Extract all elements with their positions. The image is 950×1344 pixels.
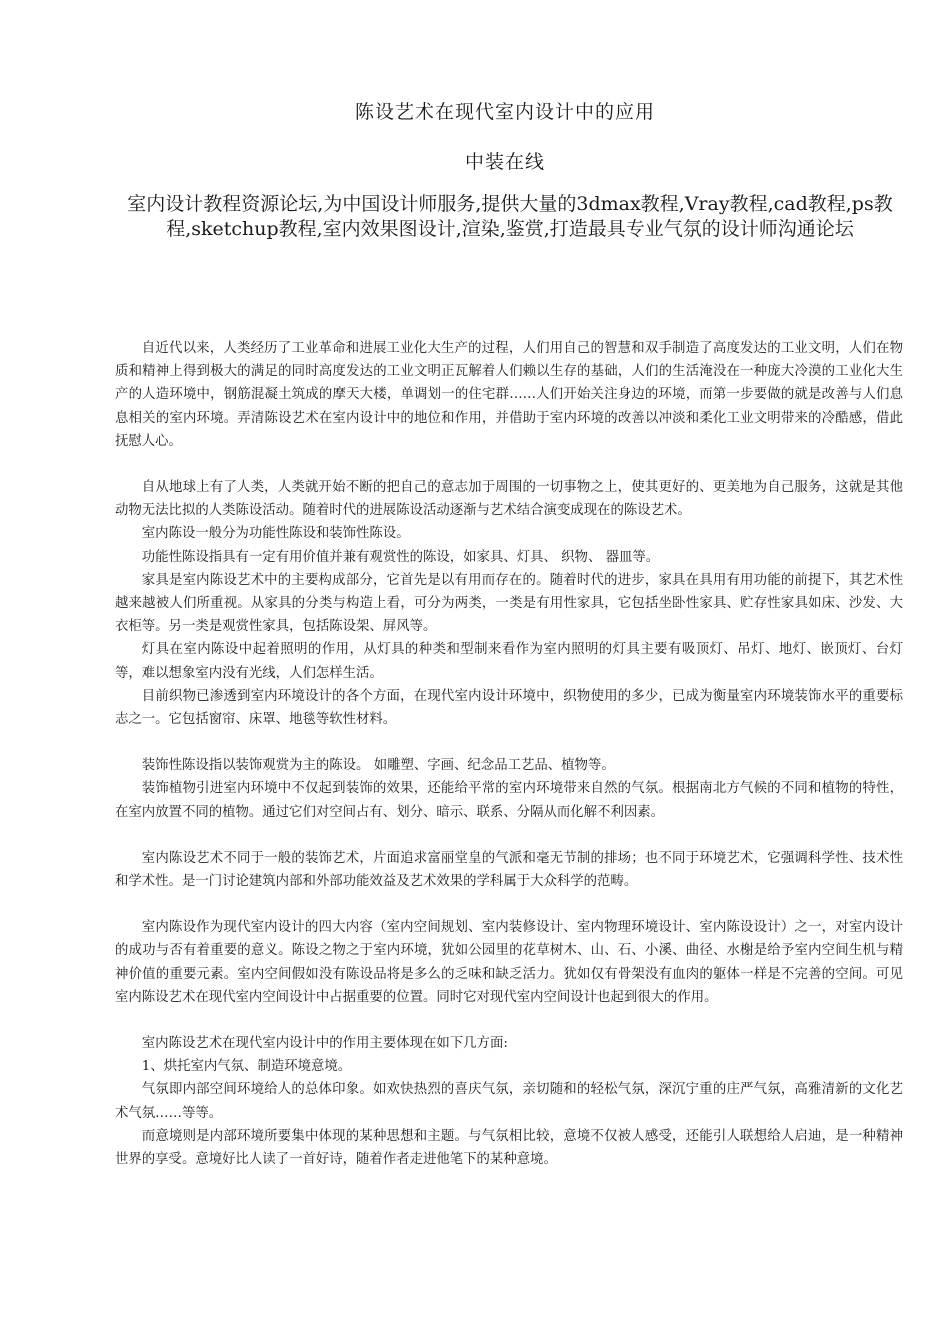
document-subtitle: 中装在线 bbox=[464, 151, 545, 173]
document-title: 陈设艺术在现代室内设计中的应用 bbox=[354, 101, 655, 123]
header-description: 室内设计教程资源论坛,为中国设计师服务,提供大量的3dmax教程,Vray教程,cad教程,ps教程,sketchup教程,室内效果图设计,渲染,鉴赏,打造最具专业气氛的设计师沟通论坛 bbox=[127, 193, 893, 240]
paragraph: 1、烘托室内气氛、制造环境意境。 bbox=[141, 1059, 352, 1075]
paragraph: 自近代以来，人类经历了工业革命和进展工业化大生产的过程，人们用自己的智慧和双手制造了高度发达的工业文明，人们在物质和精神上得到极大的满足的同时高度发达的工业文明正瓦解着人们赖以生存的基础，人们的生活淹没在一种庞大冷漠的工业化大生产的人造环境中，钢筋混凝土筑成的摩天大楼，单调划一的住宅群……人们开始关注身边的环境，而第一步要做的就是改善与人们息息相关的室内环境。弄清陈设艺术在室内设计中的地位和作用，并借助于室内环境的改善以冲淡和柔化工业文明带来的冷酷感，借此抚慰人心。 bbox=[115, 341, 903, 449]
paragraph: 家具是室内陈设艺术中的主要构成部分，它首先是以有用而存在的。随着时代的进步，家具在具用有用功能的前提下，其艺术性越来越被人们所重视。从家具的分类与构造上看，可分为两类，一类是有用性家具，它包括坐卧性家具、贮存性家具如床、沙发、大衣柜等。另一类是观赏性家具，包括陈设架、屏风等。 bbox=[115, 572, 903, 635]
paragraph: 室内陈设艺术在现代室内设计中的作用主要体现在如下几方面: bbox=[141, 1036, 508, 1052]
document-body bbox=[115, 337, 903, 1171]
paragraph: 室内陈设一般分为功能性陈设和装饰性陈设。 bbox=[141, 526, 410, 542]
paragraph: 自从地球上有了人类，人类就开始不断的把自己的意志加于周围的一切事物之上，使其更好的、更美地为自己服务，这就是其他动物无法比拟的人类陈设活动。随着时代的进展陈设活动逐渐与艺术结合演变成现在的陈设艺术。 bbox=[115, 480, 903, 519]
paragraph: 灯具在室内陈设中起着照明的作用，从灯具的种类和型制来看作为室内照明的灯具主要有吸顶灯、吊灯、地灯、嵌顶灯、台灯等，难以想象室内没有光线，人们怎样生活。 bbox=[115, 642, 903, 681]
paragraph: 功能性陈设指具有一定有用价值并兼有观赏性的陈设，如家具、灯具、 织物、 器皿等。 bbox=[141, 549, 660, 565]
paragraph: 装饰植物引进室内环境中不仅起到装饰的效果，还能给平常的室内环境带来自然的气氛。根据南北方气候的不同和植物的特性，在室内放置不同的植物。通过它们对空间占有、划分、暗示、联系、分隔从而化解不利因素。 bbox=[115, 781, 903, 820]
paragraph: 气氛即内部空间环境给人的总体印象。如欢快热烈的喜庆气氛，亲切随和的轻松气氛，深沉宁重的庄严气氛，高雅清新的文化艺术气氛……等等。 bbox=[115, 1082, 903, 1121]
paragraph: 室内陈设艺术不同于一般的装饰艺术，片面追求富丽堂皇的气派和毫无节制的排场；也不同于环境艺术，它强调科学性、技术性和学术性。是一门讨论建筑内部和外部功能效益及艺术效果的学科属于大众科学的范畴。 bbox=[115, 850, 903, 890]
paragraph: 而意境则是内部环境所要集中体现的某种思想和主题。与气氛相比较，意境不仅被人感受，还能引人联想给人启迪，是一种精神世界的享受。意境好比人读了一首好诗，随着作者走进他笔下的某种意境。 bbox=[115, 1128, 903, 1168]
paragraph: 目前织物已渗透到室内环境设计的各个方面，在现代室内设计环境中，织物使用的多少，已成为衡量室内环境装饰水平的重要标志之一。它包括窗帘、床罩、地毯等软性材料。 bbox=[115, 688, 903, 728]
paragraph: 室内陈设作为现代室内设计的四大内容（室内空间规划、室内装修设计、室内物理环境设计、室内陈设设计）之一，对室内设计的成功与否有着重要的意义。陈设之物之于室内环境，犹如公园里的花草树木、山、石、小溪、曲径、水榭是给予室内空间生机与精神价值的重要元素。室内空间假如没有陈设品将是多么的乏味和缺乏活力。犹如仅有骨架没有血肉的躯体一样是不完善的空间。可见室内陈设艺术在现代室内空间设计中占据重要的位置。同时它对现代室内空间设计也起到很大的作用。 bbox=[115, 920, 903, 1005]
paragraph: 装饰性陈设指以装饰观赏为主的陈设。 如雕塑、字画、纪念品工艺品、植物等。 bbox=[141, 758, 615, 774]
